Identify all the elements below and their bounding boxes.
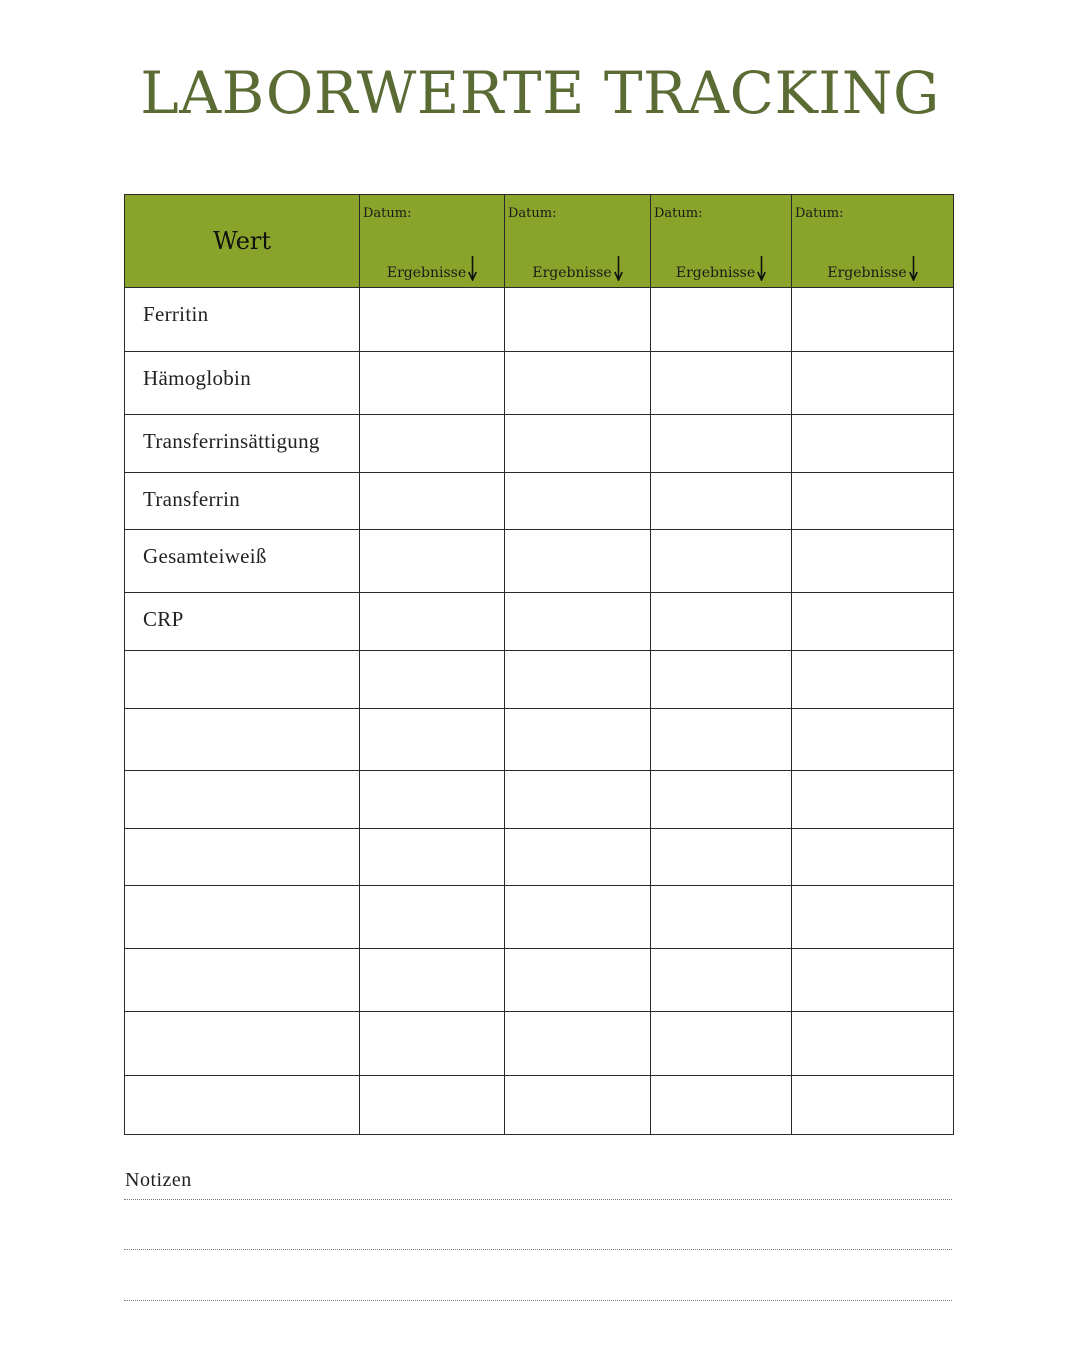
result-cell[interactable]	[651, 651, 792, 709]
arrow-down-icon	[468, 255, 477, 281]
result-cell[interactable]	[505, 949, 651, 1012]
date-column-header	[360, 195, 505, 288]
result-cell[interactable]	[360, 1012, 505, 1076]
result-cell[interactable]	[505, 651, 651, 709]
result-cell[interactable]	[792, 415, 954, 473]
table-header-row	[125, 195, 954, 288]
table-row	[125, 886, 954, 949]
date-column-header	[505, 195, 651, 288]
table-row	[125, 709, 954, 771]
table-row	[125, 352, 954, 415]
result-cell[interactable]	[651, 530, 792, 593]
lab-value-name[interactable]: Hämoglobin	[125, 352, 360, 415]
result-cell[interactable]	[651, 473, 792, 530]
lab-value-name[interactable]	[125, 829, 360, 886]
date-label[interactable]: Datum:	[795, 206, 844, 221]
date-label[interactable]: Datum:	[508, 206, 557, 221]
table-body	[125, 288, 954, 1135]
results-label: Ergebnisse	[792, 255, 953, 281]
result-cell[interactable]	[360, 771, 505, 829]
results-label: Ergebnisse	[505, 255, 650, 281]
result-cell[interactable]	[792, 709, 954, 771]
results-label: Ergebnisse	[651, 255, 791, 281]
date-column-header	[651, 195, 792, 288]
result-cell[interactable]	[360, 1076, 505, 1135]
lab-value-name[interactable]: CRP	[125, 593, 360, 651]
lab-value-name[interactable]	[125, 771, 360, 829]
result-cell[interactable]	[792, 651, 954, 709]
lab-value-name[interactable]	[125, 886, 360, 949]
table-row	[125, 415, 954, 473]
lab-value-name[interactable]	[125, 709, 360, 771]
notes-line[interactable]	[124, 1199, 952, 1200]
result-cell[interactable]	[651, 771, 792, 829]
result-cell[interactable]	[651, 415, 792, 473]
result-cell[interactable]	[505, 1076, 651, 1135]
result-cell[interactable]	[792, 593, 954, 651]
table-row	[125, 651, 954, 709]
lab-value-name[interactable]	[125, 949, 360, 1012]
result-cell[interactable]	[651, 1076, 792, 1135]
result-cell[interactable]	[792, 829, 954, 886]
result-cell[interactable]	[792, 288, 954, 352]
result-cell[interactable]	[505, 530, 651, 593]
result-cell[interactable]	[651, 288, 792, 352]
lab-value-name[interactable]	[125, 1012, 360, 1076]
lab-value-name[interactable]: Transferrinsättigung	[125, 415, 360, 473]
lab-value-name[interactable]: Gesamteiweiß	[125, 530, 360, 593]
result-cell[interactable]	[360, 829, 505, 886]
result-cell[interactable]	[360, 651, 505, 709]
result-cell[interactable]	[505, 593, 651, 651]
result-cell[interactable]	[792, 949, 954, 1012]
result-cell[interactable]	[792, 771, 954, 829]
result-cell[interactable]	[360, 352, 505, 415]
result-cell[interactable]	[651, 709, 792, 771]
result-cell[interactable]	[792, 1076, 954, 1135]
arrow-down-icon	[614, 255, 623, 281]
table-row	[125, 593, 954, 651]
result-cell[interactable]	[792, 530, 954, 593]
table-row	[125, 771, 954, 829]
date-label[interactable]: Datum:	[363, 206, 412, 221]
arrow-down-icon	[757, 255, 766, 281]
result-cell[interactable]	[505, 1012, 651, 1076]
result-cell[interactable]	[651, 886, 792, 949]
result-cell[interactable]	[792, 473, 954, 530]
result-cell[interactable]	[505, 771, 651, 829]
result-cell[interactable]	[360, 415, 505, 473]
result-cell[interactable]	[360, 886, 505, 949]
notes-line[interactable]	[124, 1249, 952, 1250]
result-cell[interactable]	[651, 829, 792, 886]
result-cell[interactable]	[651, 1012, 792, 1076]
result-cell[interactable]	[360, 288, 505, 352]
results-label: Ergebnisse	[360, 255, 504, 281]
notes-label: Notizen	[125, 1169, 192, 1191]
arrow-down-icon	[909, 255, 918, 281]
table-row	[125, 949, 954, 1012]
result-cell[interactable]	[651, 949, 792, 1012]
notes-line[interactable]	[124, 1300, 952, 1301]
result-cell[interactable]	[505, 352, 651, 415]
result-cell[interactable]	[360, 530, 505, 593]
lab-value-name[interactable]: Transferrin	[125, 473, 360, 530]
table-row	[125, 829, 954, 886]
lab-value-name[interactable]	[125, 651, 360, 709]
table-row	[125, 473, 954, 530]
result-cell[interactable]	[505, 709, 651, 771]
lab-value-name[interactable]	[125, 1076, 360, 1135]
result-cell[interactable]	[505, 415, 651, 473]
date-label[interactable]: Datum:	[654, 206, 703, 221]
result-cell[interactable]	[792, 352, 954, 415]
result-cell[interactable]	[505, 473, 651, 530]
table-row	[125, 1012, 954, 1076]
wert-header: Wert	[125, 195, 360, 288]
result-cell[interactable]	[651, 593, 792, 651]
date-column-header	[792, 195, 954, 288]
table-row	[125, 530, 954, 593]
result-cell[interactable]	[360, 473, 505, 530]
result-cell[interactable]	[505, 829, 651, 886]
result-cell[interactable]	[792, 886, 954, 949]
table-row	[125, 1076, 954, 1135]
table-row	[125, 288, 954, 352]
result-cell[interactable]	[792, 1012, 954, 1076]
result-cell[interactable]	[505, 288, 651, 352]
result-cell[interactable]	[360, 593, 505, 651]
result-cell[interactable]	[360, 949, 505, 1012]
page-title: LABORWERTE TRACKING	[140, 59, 940, 127]
lab-values-table	[124, 194, 954, 1135]
result-cell[interactable]	[360, 709, 505, 771]
result-cell[interactable]	[505, 886, 651, 949]
result-cell[interactable]	[651, 352, 792, 415]
lab-value-name[interactable]: Ferritin	[125, 288, 360, 352]
